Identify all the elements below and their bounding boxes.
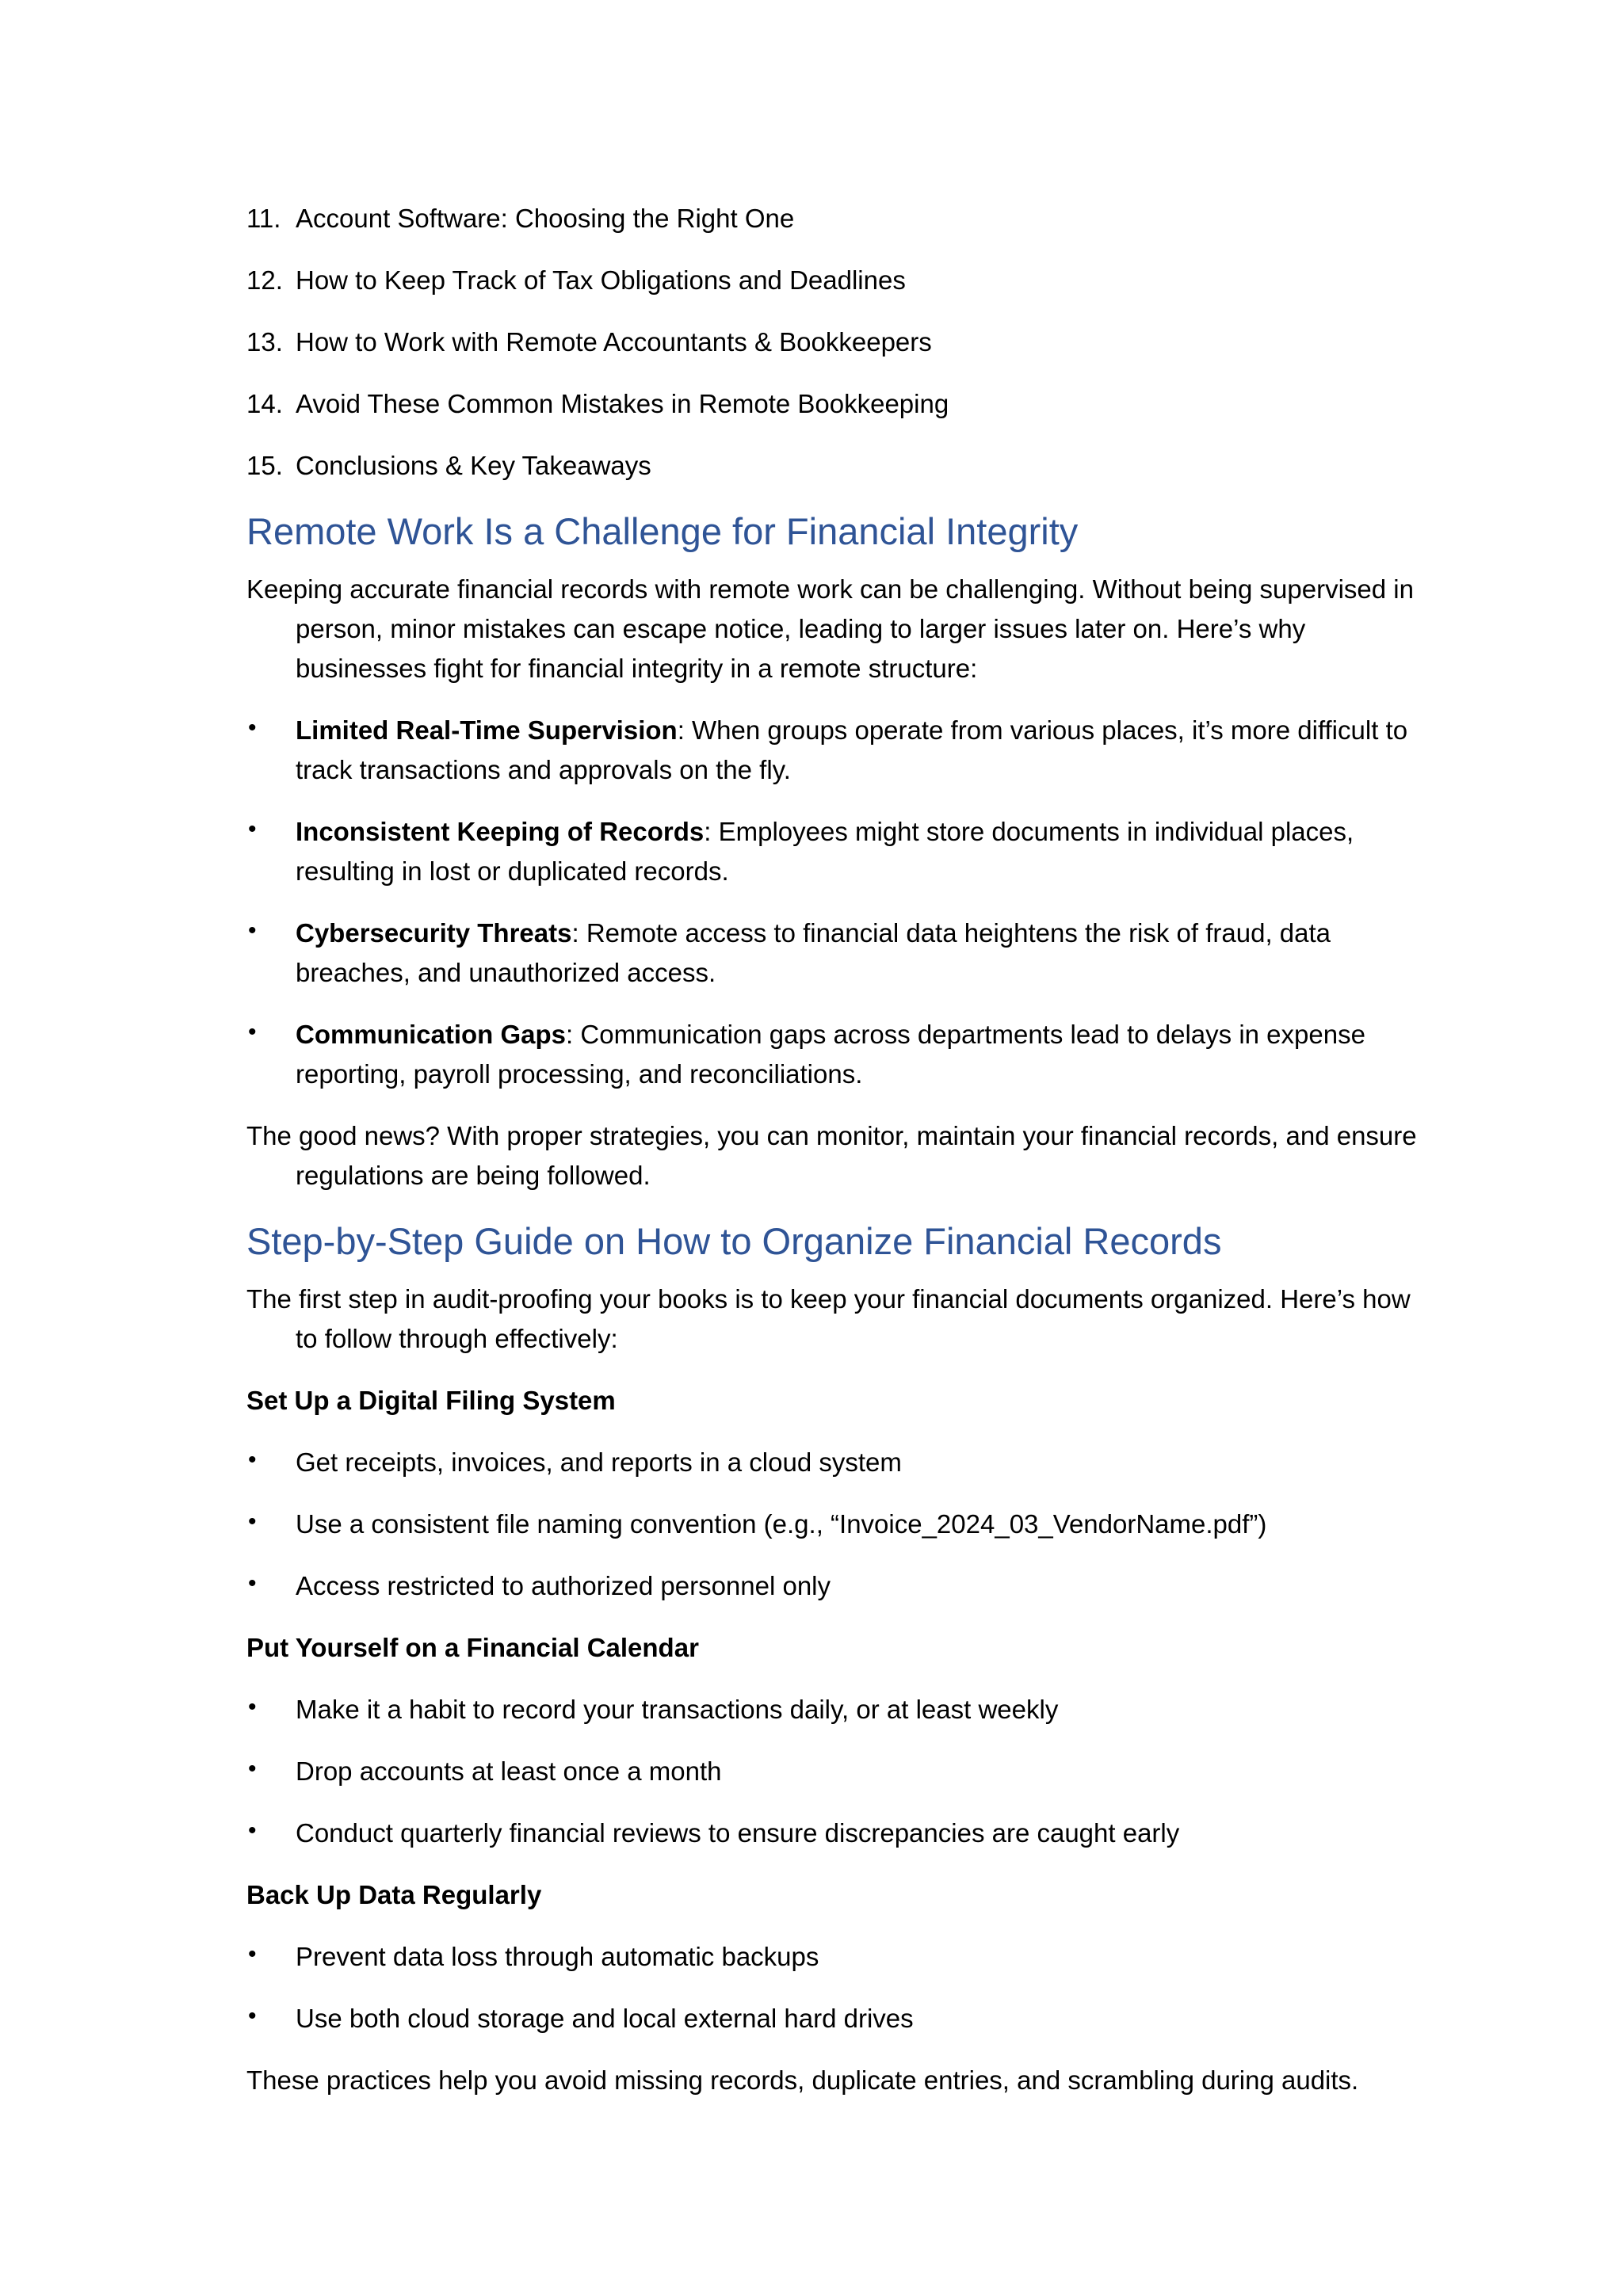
toc-item-number: 11. bbox=[246, 204, 281, 233]
subheading-back-up-data: Back Up Data Regularly bbox=[246, 1880, 542, 1909]
bullet-text: Use a consistent file naming convention (e.g., “Invoice_2024_03_VendorName.pdf”) bbox=[296, 1509, 1267, 1539]
toc-item bbox=[246, 446, 1435, 486]
toc-item-label: Account Software: Choosing the Right One bbox=[296, 204, 795, 233]
bullet-icon: • bbox=[248, 1570, 257, 1596]
subheading-financial-calendar: Put Yourself on a Financial Calendar bbox=[246, 1633, 699, 1662]
toc-item-number: 14. bbox=[246, 389, 283, 418]
bullet-icon: • bbox=[248, 715, 257, 741]
toc-item-number: 12. bbox=[246, 265, 283, 295]
bullet-text: Make it a habit to record your transactions daily, or at least weekly bbox=[296, 1695, 1059, 1724]
bullet-term: Limited Real-Time Supervision bbox=[296, 715, 678, 745]
section-heading-remote-work: Remote Work Is a Challenge for Financial Integrity bbox=[246, 510, 1079, 552]
toc-item-number: 15. bbox=[246, 451, 283, 480]
bullet-icon: • bbox=[248, 1756, 257, 1782]
list-item bbox=[246, 1015, 1435, 1094]
list-item bbox=[246, 1566, 1435, 1606]
digital-filing-bullet-list bbox=[246, 1443, 1435, 1606]
list-item bbox=[246, 1999, 1435, 2039]
bullet-text: : Employees might store documents in individual places, resulting in lost or duplicated records. bbox=[296, 817, 1354, 886]
section-heading-organize-records: Step-by-Step Guide on How to Organize Financial Records bbox=[246, 1220, 1222, 1262]
bullet-term: Inconsistent Keeping of Records bbox=[296, 817, 705, 846]
section-closing-paragraph: The good news? With proper strategies, you can monitor, maintain your financial records, and ensure regulations are being followed. bbox=[246, 1121, 1417, 1190]
list-item bbox=[246, 1752, 1435, 1791]
toc-item-label: How to Keep Track of Tax Obligations and Deadlines bbox=[296, 265, 906, 295]
toc-item-label: Conclusions & Key Takeaways bbox=[296, 451, 651, 480]
bullet-icon: • bbox=[248, 1694, 257, 1720]
toc-item-number: 13. bbox=[246, 327, 283, 357]
section-intro-paragraph: The first step in audit-proofing your books is to keep your financial documents organized. Here’s how to follow through effectively: bbox=[246, 1284, 1411, 1353]
list-item bbox=[246, 1443, 1435, 1482]
list-item bbox=[246, 711, 1435, 790]
bullet-text: Prevent data loss through automatic backups bbox=[296, 1942, 819, 1971]
bullet-text: : When groups operate from various places, it’s more difficult to track transactions and approvals on the fly. bbox=[296, 715, 1408, 784]
section-intro-paragraph: Keeping accurate financial records with remote work can be challenging. Without being supervised in person, minor mistakes can escape notice, leading to larger issues later on. Here’s why businesses fight for financial integrity in a remote structure: bbox=[246, 574, 1414, 683]
list-item bbox=[246, 1505, 1435, 1544]
bullet-icon: • bbox=[248, 1817, 257, 1844]
toc-item-label: How to Work with Remote Accountants & Bookkeepers bbox=[296, 327, 932, 357]
bullet-text: Get receipts, invoices, and reports in a cloud system bbox=[296, 1447, 902, 1477]
page-content bbox=[246, 199, 1435, 2122]
toc-item bbox=[246, 384, 1435, 424]
financial-calendar-bullet-list bbox=[246, 1690, 1435, 1853]
bullet-icon: • bbox=[248, 1447, 257, 1473]
table-of-contents-list bbox=[246, 199, 1435, 486]
challenges-bullet-list bbox=[246, 711, 1435, 1094]
bullet-text: : Remote access to financial data heightens the risk of fraud, data breaches, and unauthorized access. bbox=[296, 918, 1331, 987]
toc-item bbox=[246, 261, 1435, 300]
bullet-text: Access restricted to authorized personnel only bbox=[296, 1571, 831, 1600]
list-item bbox=[246, 1690, 1435, 1730]
list-item bbox=[246, 913, 1435, 993]
bullet-icon: • bbox=[248, 816, 257, 842]
bullet-term: Communication Gaps bbox=[296, 1020, 567, 1049]
bullet-text: Conduct quarterly financial reviews to ensure discrepancies are caught early bbox=[296, 1818, 1180, 1848]
list-item bbox=[246, 1814, 1435, 1853]
bullet-text: Use both cloud storage and local external hard drives bbox=[296, 2004, 914, 2033]
bullet-text: : Communication gaps across departments lead to delays in expense reporting, payroll processing, and reconciliations. bbox=[296, 1020, 1365, 1089]
list-item bbox=[246, 1937, 1435, 1977]
bullet-icon: • bbox=[248, 2003, 257, 2029]
bullet-icon: • bbox=[248, 1941, 257, 1967]
toc-item-label: Avoid These Common Mistakes in Remote Bookkeeping bbox=[296, 389, 949, 418]
bullet-icon: • bbox=[248, 1019, 257, 1045]
list-item bbox=[246, 812, 1435, 891]
toc-item bbox=[246, 199, 1435, 238]
bullet-term: Cybersecurity Threats bbox=[296, 918, 572, 948]
back-up-data-bullet-list bbox=[246, 1937, 1435, 2039]
bullet-icon: • bbox=[248, 1508, 257, 1535]
bullet-text: Drop accounts at least once a month bbox=[296, 1756, 722, 1786]
subheading-digital-filing: Set Up a Digital Filing System bbox=[246, 1386, 616, 1415]
bullet-icon: • bbox=[248, 917, 257, 944]
section-closing-paragraph: These practices help you avoid missing records, duplicate entries, and scrambling during audits. bbox=[246, 2065, 1359, 2095]
toc-item bbox=[246, 322, 1435, 362]
